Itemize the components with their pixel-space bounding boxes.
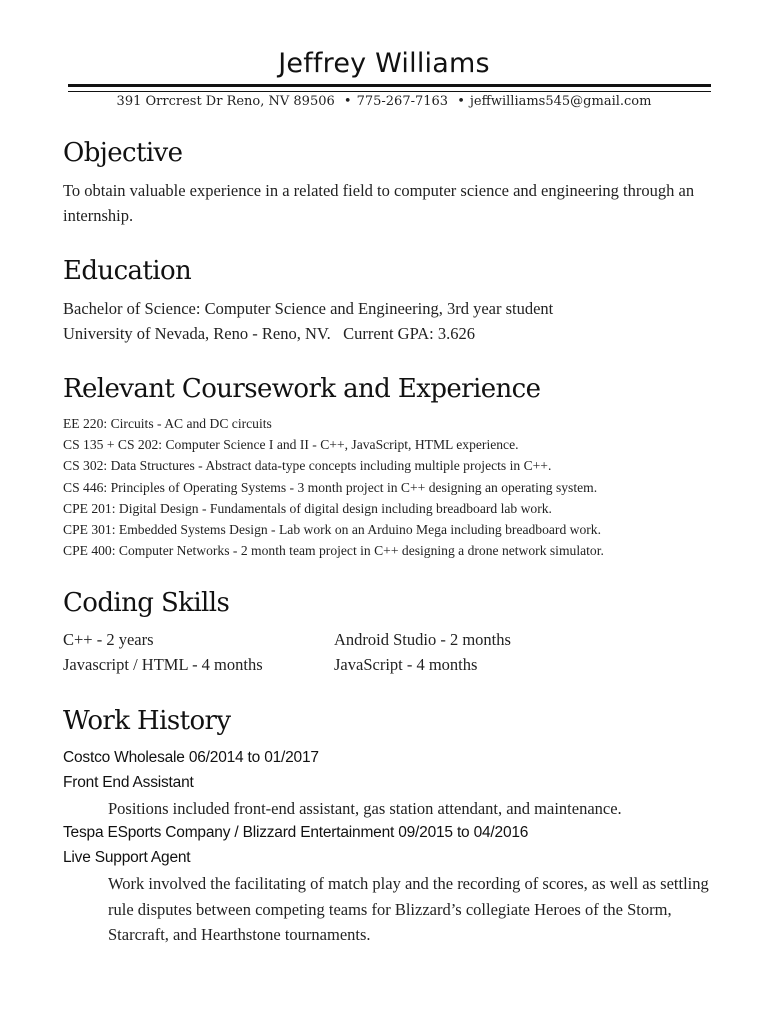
- header-rule-thin: [68, 91, 711, 92]
- header-rule-thick: [68, 84, 711, 87]
- resume-name: Jeffrey Williams: [278, 48, 490, 79]
- skill-item: JavaScript - 4 months: [334, 655, 478, 674]
- contact-separator: •: [457, 94, 465, 109]
- job-employer: Costco Wholesale 06/2014 to 01/2017: [63, 749, 319, 766]
- job-description: Work involved the facilitating of match play and the recording of scores, as well as settling rule disputes between competing teams for Blizzard’s collegiate Heroes of the Storm, Starcraft, and Hearthstone tournaments.: [108, 874, 709, 944]
- contact-line: [0, 94, 768, 109]
- coursework-list: [63, 413, 743, 561]
- contact-address: 391 Orrcrest Dr Reno, NV 89506: [116, 94, 335, 109]
- education-heading: Education: [63, 256, 192, 286]
- course-item: CS 302: Data Structures - Abstract data-type concepts including multiple projects in C++.: [63, 458, 552, 474]
- education-degree: Bachelor of Science: Computer Science and Engineering, 3rd year student: [63, 299, 554, 318]
- skill-item: Android Studio - 2 months: [334, 630, 511, 649]
- course-item: CPE 301: Embedded Systems Design - Lab work on an Arduino Mega including breadboard work.: [63, 522, 601, 538]
- skills-heading: Coding Skills: [63, 588, 230, 618]
- course-item: CS 446: Principles of Operating Systems - 3 month project in C++ designing an operating system.: [63, 479, 598, 495]
- skill-item: C++ - 2 years: [63, 630, 154, 649]
- coursework-heading: Relevant Coursework and Experience: [63, 374, 541, 404]
- education-school: University of Nevada, Reno - Reno, NV. Current GPA: 3.626: [63, 324, 476, 343]
- course-item: EE 220: Circuits - AC and DC circuits: [63, 416, 272, 431]
- objective-text: To obtain valuable experience in a related field to computer science and engineering through an internship.: [63, 181, 695, 225]
- skills-row: [63, 627, 723, 652]
- job-description: Positions included front-end assistant, gas station attendant, and maintenance.: [108, 799, 622, 818]
- job-role: Live Support Agent: [63, 849, 191, 866]
- objective-heading: Objective: [63, 138, 183, 168]
- course-item: CPE 201: Digital Design - Fundamentals of digital design including breadboard lab work.: [63, 500, 552, 516]
- course-item: CPE 400: Computer Networks - 2 month team project in C++ designing a drone network simulator.: [63, 543, 604, 559]
- skill-item: Javascript / HTML - 4 months: [63, 655, 263, 674]
- job-employer: Tespa ESports Company / Blizzard Entertainment 09/2015 to 04/2016: [63, 824, 529, 841]
- skills-row: [63, 652, 723, 677]
- work-heading: Work History: [63, 706, 231, 736]
- skills-grid: [63, 627, 723, 677]
- contact-separator: •: [343, 94, 352, 109]
- course-item: CS 135 + CS 202: Computer Science I and II - C++, JavaScript, HTML experience.: [63, 437, 519, 453]
- job-role: Front End Assistant: [63, 774, 194, 791]
- contact-phone: 775-267-7163: [356, 94, 449, 109]
- contact-email: jeffwilliams545@gmail.com: [469, 94, 652, 109]
